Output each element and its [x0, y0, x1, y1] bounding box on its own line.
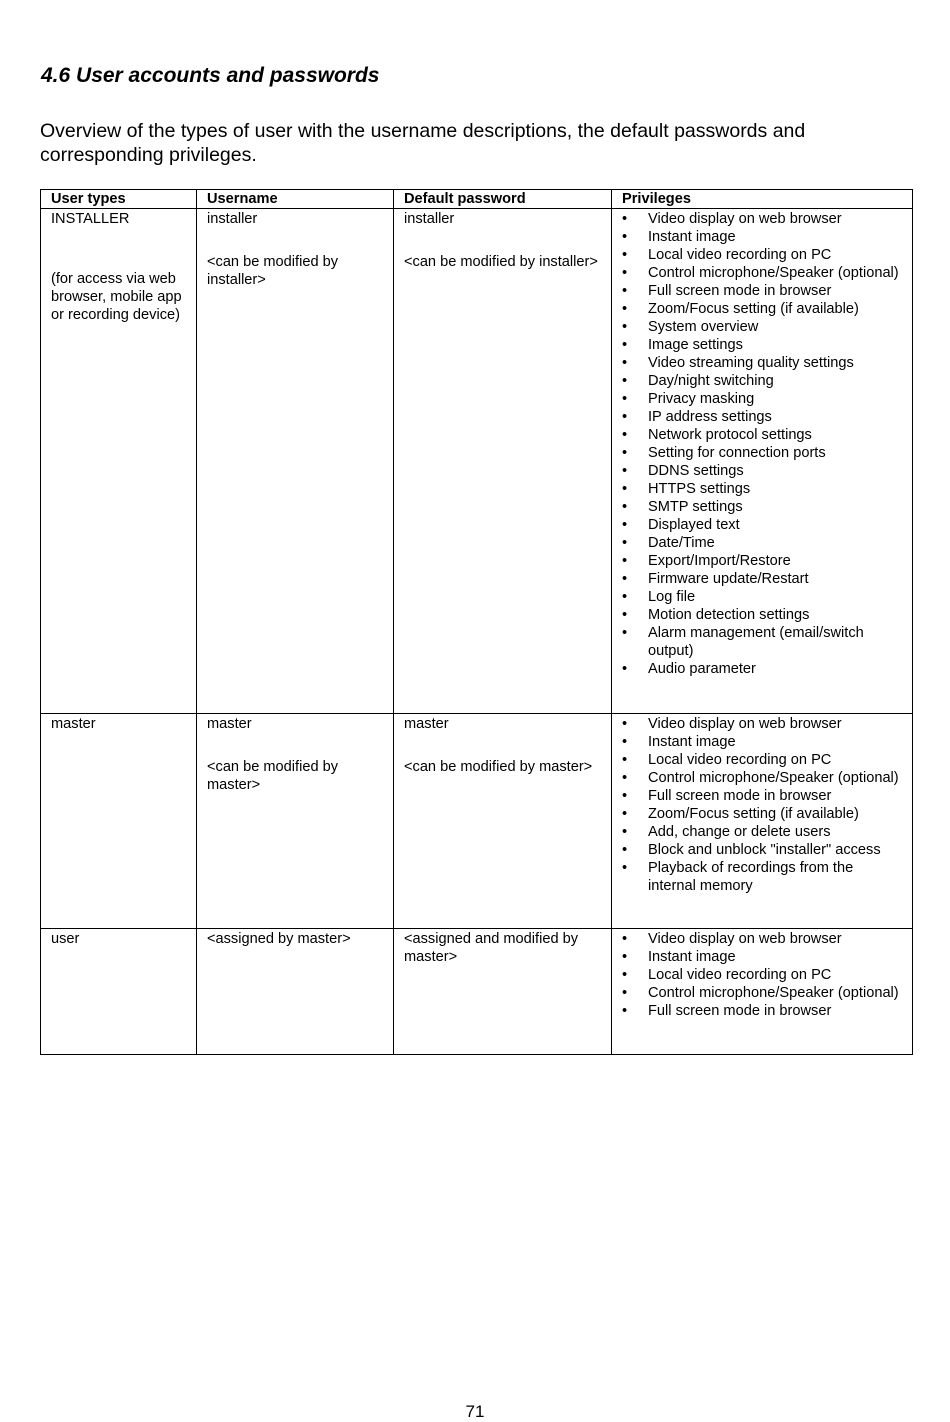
bullet-icon: • [622, 481, 628, 497]
privilege-item [622, 1002, 902, 1020]
section-heading: 4.6 User accounts and passwords [41, 64, 380, 87]
username-value: master [207, 716, 252, 732]
bullet-icon: • [622, 211, 628, 227]
bullet-icon: • [622, 661, 628, 677]
table-row-installer [41, 209, 913, 714]
cell-user-type [41, 714, 197, 929]
privilege-item [622, 715, 902, 733]
cell-username [197, 714, 394, 929]
password-value: <assigned and modified by master> [404, 931, 579, 965]
privilege-text: System overview [648, 319, 759, 335]
bullet-icon: • [622, 571, 628, 587]
username-value: <assigned by master> [207, 931, 351, 947]
bullet-icon: • [622, 860, 628, 876]
privilege-text: HTTPS settings [648, 481, 751, 497]
privilege-text: Video display on web browser [648, 931, 842, 947]
bullet-icon: • [622, 625, 628, 641]
privilege-item [622, 823, 902, 841]
privilege-item [622, 534, 902, 552]
privilege-text: Instant image [648, 734, 736, 750]
user-type-label: INSTALLER [51, 211, 130, 227]
bullet-icon: • [622, 967, 628, 983]
privilege-text: Setting for connection ports [648, 445, 826, 461]
privilege-text: Zoom/Focus setting (if available) [648, 806, 859, 822]
privilege-text: SMTP settings [648, 499, 743, 515]
bullet-icon: • [622, 247, 628, 263]
bullet-icon: • [622, 985, 628, 1001]
bullet-icon: • [622, 229, 628, 245]
table-row-user [41, 929, 913, 1055]
bullet-icon: • [622, 427, 628, 443]
privilege-text: Local video recording on PC [648, 752, 832, 768]
cell-password [394, 714, 612, 929]
privilege-item [622, 462, 902, 480]
cell-password [394, 209, 612, 714]
cell-privileges [612, 929, 913, 1055]
cell-privileges [612, 209, 913, 714]
privilege-item [622, 354, 902, 372]
header-username: Username [197, 190, 394, 209]
bullet-icon: • [622, 355, 628, 371]
privilege-item [622, 282, 902, 300]
cell-username [197, 209, 394, 714]
privilege-text: Date/Time [648, 535, 715, 551]
bullet-icon: • [622, 842, 628, 858]
privilege-item [622, 336, 902, 354]
privilege-item [622, 480, 902, 498]
intro-paragraph: Overview of the types of user with the username descriptions, the default passwords and corresponding privileges. [40, 120, 806, 166]
privilege-text: DDNS settings [648, 463, 744, 479]
privilege-text: Video display on web browser [648, 716, 842, 732]
user-type-label: master [51, 716, 96, 732]
privilege-text: Full screen mode in browser [648, 283, 832, 299]
privilege-text: Alarm management (email/switch output) [648, 625, 864, 659]
privilege-text: Audio parameter [648, 661, 756, 677]
bullet-icon: • [622, 752, 628, 768]
bullet-icon: • [622, 517, 628, 533]
bullet-icon: • [622, 445, 628, 461]
bullet-icon: • [622, 535, 628, 551]
privilege-item [622, 264, 902, 282]
privilege-item [622, 228, 902, 246]
privileges-list [622, 715, 902, 895]
privilege-item [622, 769, 902, 787]
bullet-icon: • [622, 824, 628, 840]
bullet-icon: • [622, 265, 628, 281]
privilege-text: Video display on web browser [648, 211, 842, 227]
privilege-item [622, 624, 902, 660]
privilege-text: Firmware update/Restart [648, 571, 809, 587]
privileges-list [622, 930, 902, 1020]
privilege-text: Video streaming quality settings [648, 355, 854, 371]
table-header-row [41, 190, 913, 209]
privilege-item [622, 841, 902, 859]
privilege-item [622, 859, 902, 895]
password-note: <can be modified by installer> [404, 254, 598, 270]
cell-user-type [41, 929, 197, 1055]
bullet-icon: • [622, 1003, 628, 1019]
privilege-text: Log file [648, 589, 696, 605]
header-user-types: User types [41, 190, 197, 209]
privilege-text: Local video recording on PC [648, 247, 832, 263]
password-value: master [404, 716, 449, 732]
privilege-item [622, 787, 902, 805]
privilege-text: Zoom/Focus setting (if available) [648, 301, 859, 317]
privilege-item [622, 751, 902, 769]
privilege-item [622, 426, 902, 444]
user-accounts-table [40, 189, 913, 1055]
privilege-text: Control microphone/Speaker (optional) [648, 770, 899, 786]
privilege-text: Network protocol settings [648, 427, 812, 443]
privilege-text: Displayed text [648, 517, 740, 533]
username-note: <can be modified by installer> [207, 254, 339, 288]
privilege-item [622, 444, 902, 462]
privilege-text: IP address settings [648, 409, 772, 425]
privilege-text: Image settings [648, 337, 743, 353]
header-privileges: Privileges [612, 190, 913, 209]
privilege-item [622, 733, 902, 751]
bullet-icon: • [622, 589, 628, 605]
privilege-item [622, 318, 902, 336]
bullet-icon: • [622, 409, 628, 425]
bullet-icon: • [622, 949, 628, 965]
user-type-note: (for access via web browser, mobile app or recording device) [51, 271, 182, 323]
bullet-icon: • [622, 716, 628, 732]
bullet-icon: • [622, 391, 628, 407]
privilege-item [622, 984, 902, 1002]
password-note: <can be modified by master> [404, 759, 593, 775]
privilege-text: Day/night switching [648, 373, 774, 389]
privilege-item [622, 210, 902, 228]
cell-username [197, 929, 394, 1055]
privilege-text: Export/Import/Restore [648, 553, 791, 569]
privilege-item [622, 516, 902, 534]
privilege-item [622, 408, 902, 426]
page-number: 71 [465, 1402, 485, 1421]
privilege-text: Full screen mode in browser [648, 788, 832, 804]
bullet-icon: • [622, 553, 628, 569]
privilege-item [622, 606, 902, 624]
bullet-icon: • [622, 319, 628, 335]
privilege-text: Control microphone/Speaker (optional) [648, 985, 899, 1001]
cell-privileges [612, 714, 913, 929]
privilege-text: Privacy masking [648, 391, 755, 407]
privilege-text: Instant image [648, 949, 736, 965]
username-value: installer [207, 211, 258, 227]
privilege-item [622, 930, 902, 948]
privilege-item [622, 498, 902, 516]
privilege-item [622, 372, 902, 390]
bullet-icon: • [622, 607, 628, 623]
cell-password [394, 929, 612, 1055]
privilege-item [622, 390, 902, 408]
table-row-master [41, 714, 913, 929]
bullet-icon: • [622, 373, 628, 389]
privilege-item [622, 552, 902, 570]
privilege-item [622, 948, 902, 966]
privilege-text: Motion detection settings [648, 607, 810, 623]
privilege-item [622, 300, 902, 318]
privilege-text: Local video recording on PC [648, 967, 832, 983]
bullet-icon: • [622, 770, 628, 786]
bullet-icon: • [622, 337, 628, 353]
bullet-icon: • [622, 301, 628, 317]
password-value: installer [404, 211, 455, 227]
header-default-password: Default password [394, 190, 612, 209]
privilege-text: Instant image [648, 229, 736, 245]
privilege-item [622, 805, 902, 823]
privilege-item [622, 246, 902, 264]
bullet-icon: • [622, 931, 628, 947]
username-note: <can be modified by master> [207, 759, 339, 793]
privilege-item [622, 966, 902, 984]
privilege-item [622, 570, 902, 588]
privilege-text: Add, change or delete users [648, 824, 831, 840]
bullet-icon: • [622, 806, 628, 822]
privilege-text: Block and unblock "installer" access [648, 842, 881, 858]
bullet-icon: • [622, 788, 628, 804]
privilege-text: Playback of recordings from the internal memory [648, 860, 854, 894]
bullet-icon: • [622, 734, 628, 750]
privilege-item [622, 588, 902, 606]
bullet-icon: • [622, 283, 628, 299]
bullet-icon: • [622, 463, 628, 479]
privilege-item [622, 660, 902, 678]
cell-user-type [41, 209, 197, 714]
user-type-label: user [51, 931, 80, 947]
privilege-text: Control microphone/Speaker (optional) [648, 265, 899, 281]
bullet-icon: • [622, 499, 628, 515]
privileges-list [622, 210, 902, 678]
privilege-text: Full screen mode in browser [648, 1003, 832, 1019]
